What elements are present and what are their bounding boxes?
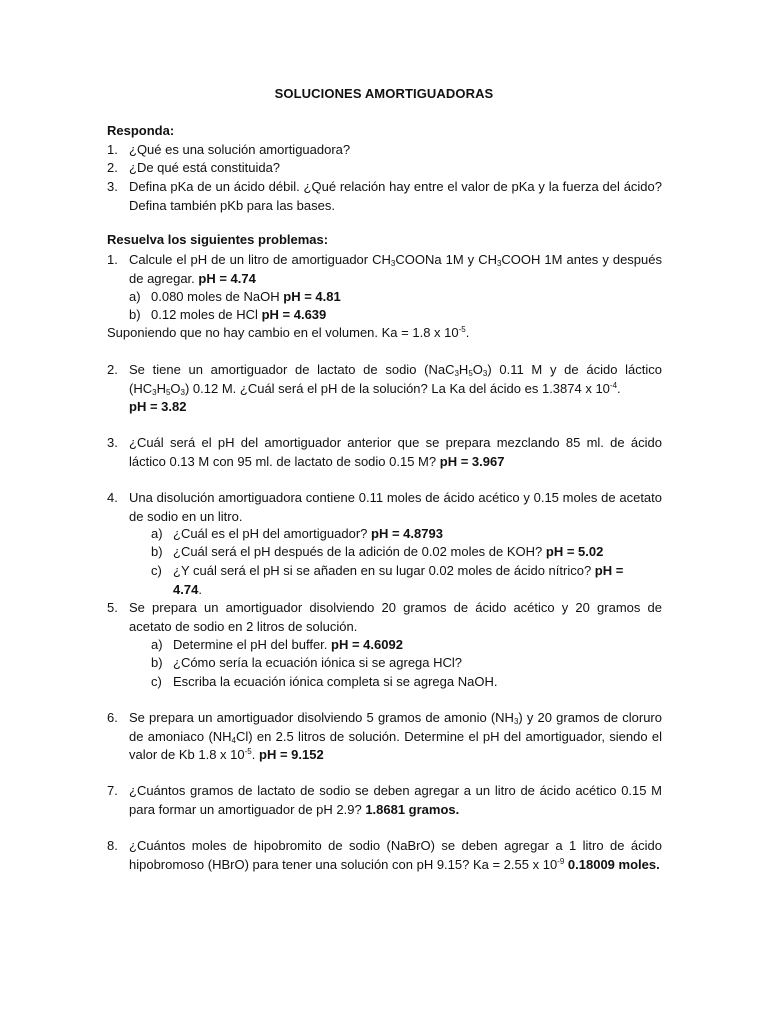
problem-5 bbox=[107, 599, 662, 636]
answer: pH = 4.8793 bbox=[371, 526, 443, 541]
problem-1-note: Suponiendo que no hay cambio en el volumen. Ka = 1.8 x $10^{-5}$. bbox=[107, 325, 470, 340]
problem-text: Calcule el pH de un litro de amortiguador $CH_3COONa$ 1M y $CH_3COOH$ 1M antes y después de agregar. pH = 4.74 bbox=[129, 252, 662, 286]
document-title: SOLUCIONES AMORTIGUADORAS bbox=[274, 86, 494, 101]
problem-number: 2. bbox=[107, 362, 118, 377]
problem-text: ¿Cuántos gramos de lactato de sodio se deben agregar a un litro de ácido acético 0.15 M para formar un amortiguador de pH 2.9? 1.8681 gramos. bbox=[129, 783, 662, 817]
problem-5-c: c) Escriba la ecuación iónica completa si se agrega NaOH. bbox=[151, 674, 498, 689]
answer: pH = 4.639 bbox=[261, 307, 327, 322]
problem-text: Se prepara un amortiguador disolviendo 5 gramos de amonio $(NH_3)$ y 20 gramos de cloruro de amoniaco $(NH_4Cl)$ en 2.5 litros de solución. Determine el pH del amortiguador, siendo el valor de Kb 1.8 x $10^{-5}$. pH = 9.152 bbox=[129, 710, 662, 762]
question-text: ¿De qué está constituida? bbox=[129, 160, 281, 175]
answer: pH = bbox=[594, 563, 624, 578]
problem-5-b: b) ¿Cómo sería la ecuación iónica si se agrega HCl? bbox=[151, 655, 463, 670]
problem-number: 6. bbox=[107, 710, 118, 725]
problem-text: Se prepara un amortiguador disolviendo 20 gramos de ácido acético y 20 gramos de acetato de sodio en 2 litros de solución. bbox=[129, 600, 662, 634]
problem-number: 8. bbox=[107, 838, 118, 853]
answer: pH = 9.152 bbox=[259, 747, 324, 762]
question-number: 3. bbox=[107, 179, 118, 194]
problem-number: 7. bbox=[107, 783, 118, 798]
answer: pH = 4.81 bbox=[283, 289, 341, 304]
answer: 1.8681 gramos. bbox=[365, 801, 460, 817]
problem-6 bbox=[107, 709, 662, 765]
problem-8 bbox=[107, 837, 662, 874]
problem-4-c: c) ¿Y cuál será el pH si se añaden en su lugar 0.02 moles de ácido nítrico? pH = 4.74. bbox=[151, 563, 624, 597]
question-2 bbox=[107, 159, 662, 178]
problem-4-a: a) ¿Cuál es el pH del amortiguador? pH = 4.8793 bbox=[151, 526, 443, 541]
answer: 0.18009 moles. bbox=[567, 856, 660, 872]
question-text: Defina pKa de un ácido débil. ¿Qué relación hay entre el valor de pKa y la fuerza del ácido? Defina también pKb para las bases. bbox=[129, 179, 662, 213]
answer: 4.74 bbox=[173, 581, 199, 597]
problemas-heading: Resuelva los siguientes problemas: bbox=[107, 232, 329, 247]
problem-text: Una disolución amortiguadora contiene 0.11 moles de ácido acético y 0.15 moles de acetato de sodio en un litro. bbox=[129, 490, 662, 524]
problem-4 bbox=[107, 489, 662, 526]
problem-number: 1. bbox=[107, 252, 118, 267]
problem-1 bbox=[107, 251, 662, 288]
answer: pH = 4.74 bbox=[198, 270, 256, 286]
responda-heading: Responda: bbox=[107, 123, 175, 138]
problem-text: ¿Cuál será el pH del amortiguador anterior que se prepara mezclando 85 ml. de ácido láctico 0.13 M con 95 ml. de lactato de sodio 0.15 M? pH = 3.967 bbox=[129, 435, 662, 469]
question-1 bbox=[107, 141, 662, 160]
problem-5-a: a) Determine el pH del buffer. pH = 4.6092 bbox=[151, 637, 403, 652]
problem-number: 3. bbox=[107, 435, 118, 450]
answer: pH = 3.967 bbox=[439, 453, 505, 469]
problem-3 bbox=[107, 434, 662, 471]
question-number: 1. bbox=[107, 142, 118, 157]
problem-text: ¿Cuántos moles de hipobromito de sodio (NaBrO) se deben agregar a 1 litro de ácido hipobromoso (HBrO) para tener una solución con pH 9.15? Ka = 2.55 x $10^{-9}$ 0.18009 moles. bbox=[129, 838, 662, 872]
answer: pH = 3.82 bbox=[129, 399, 187, 414]
problem-1-a: a) 0.080 moles de NaOH pH = 4.81 bbox=[129, 289, 341, 304]
answer: pH = 4.6092 bbox=[331, 637, 403, 652]
answer: pH = 5.02 bbox=[545, 544, 604, 559]
problem-2 bbox=[107, 361, 662, 417]
question-text: ¿Qué es una solución amortiguadora? bbox=[129, 142, 351, 157]
problem-1-b: b) 0.12 moles de HCl pH = 4.639 bbox=[129, 307, 327, 322]
question-3 bbox=[107, 178, 662, 215]
problem-text: Se tiene un amortiguador de lactato de sodio $(NaC_3H_5O_3)$ 0.11 M y de ácido láctico $(HC_3H_5O_3)$ 0.12 M. ¿Cuál será el pH de la solución? La Ka del ácido es 1.3874 x $10^{-4}$. pH = 3.82 bbox=[129, 362, 662, 414]
problem-7 bbox=[107, 782, 662, 819]
problem-4-b: b) ¿Cuál será el pH después de la adición de 0.02 moles de KOH? pH = 5.02 bbox=[151, 544, 604, 559]
problem-number: 5. bbox=[107, 600, 118, 615]
problem-number: 4. bbox=[107, 490, 118, 505]
question-number: 2. bbox=[107, 160, 118, 175]
